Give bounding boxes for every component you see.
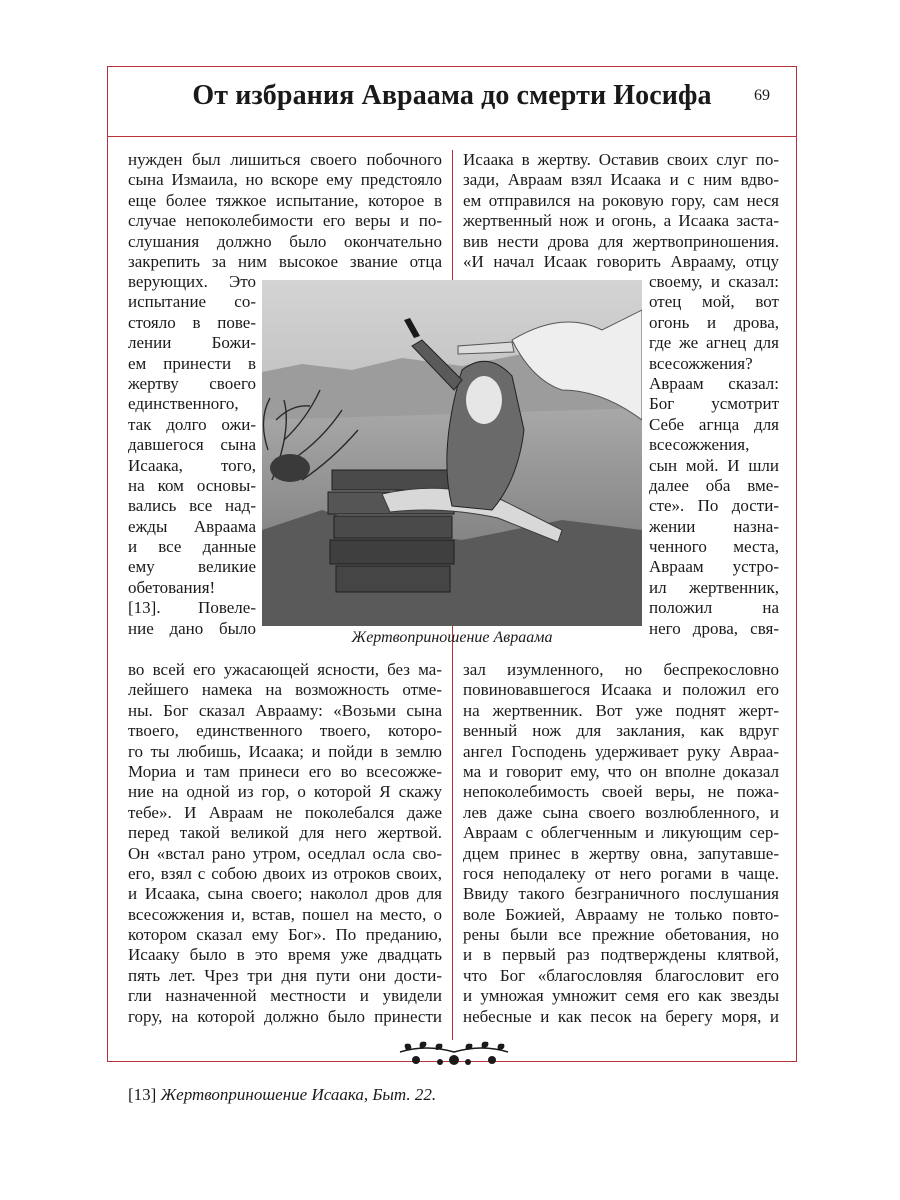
text-line: воле Божией, Аврааму не только повто- — [463, 904, 779, 924]
text-line: ангел Господень удерживает руку Авраа- — [463, 741, 779, 761]
text-line: Авраам сказал: — [649, 373, 779, 393]
text-line: его, взял с собою двоих из отроков своих, — [128, 863, 442, 883]
text-line: твоего, единственного твоего, которо- — [128, 721, 442, 741]
text-line: испытание со- — [128, 292, 256, 312]
text-line: Он «встал рано утром, оседлал осла сво- — [128, 843, 442, 863]
header-rule — [107, 136, 797, 137]
left-column-bottom — [128, 660, 442, 1027]
text-line: еще более тяжкое испытание, которое в — [128, 190, 442, 210]
text-line: и все данные — [128, 537, 256, 557]
text-line: ние на одной из гор, о которой Я скажу — [128, 782, 442, 802]
text-line: го ты любишь, Исаака; и пойди в землю — [128, 741, 442, 761]
text-line: вив нести дрова для жертвоприношения. — [463, 231, 779, 251]
text-line: стояло в пове- — [128, 312, 256, 332]
text-line: слушания должно было окончательно — [128, 231, 442, 251]
page-number: 69 — [754, 87, 770, 104]
page-title: От избрания Авраама до смерти Иосифа — [192, 80, 712, 111]
text-line: верующих. Это — [128, 272, 256, 291]
text-line: котором сказал ему Бог». По преданию, — [128, 925, 442, 945]
text-line: что Бог «благословляя благословит его — [463, 965, 779, 985]
text-line: Мориа и там принеси его во всесожже- — [128, 761, 442, 781]
text-line: тебе». И Авраам не поколебался даже — [128, 802, 442, 822]
text-line: зал изумленного, но беспрекословно — [463, 660, 779, 679]
text-line: отец мой, вот — [649, 292, 779, 312]
text-line: небесные и как песок на берегу моря, и — [463, 1006, 779, 1026]
text-line: далее оба вме- — [649, 475, 779, 495]
text-line: лейшего намека на возможность отме- — [128, 680, 442, 700]
text-line: ны. Бог сказал Аврааму: «Возьми сына — [128, 700, 442, 720]
text-line: Бог усмотрит — [649, 394, 779, 414]
text-line: давшегося сына — [128, 435, 256, 455]
text-line: перед такой великой для него жертвой. — [128, 823, 442, 843]
text-line: Авраам устро- — [649, 557, 779, 577]
text-line: дцем принес в жертву овна, запутавше- — [463, 843, 779, 863]
text-line: где же агнец для — [649, 333, 779, 353]
text-line: огонь и дрова, — [649, 312, 779, 332]
text-line: Ввиду такого безграничного послушания — [463, 884, 779, 904]
text-line: ченного места, — [649, 537, 779, 557]
text-line: него дрова, свя- — [649, 618, 779, 638]
text-line: на ком основы- — [128, 475, 256, 495]
text-line: зади, Авраам взял Исаака и с ним вдво- — [463, 170, 779, 190]
text-line: всесожжения и, встав, пошел на место, о — [128, 904, 442, 924]
text-line: ем отправился на роковую гору, сам неся — [463, 190, 779, 210]
text-line: сына Измаила, но вскоре ему предстояло — [128, 170, 442, 190]
text-line: Исааку было в это время уже двадцать — [128, 945, 442, 965]
text-line: и Исаака, сына своего; наколол дров для — [128, 884, 442, 904]
right-column-wrap — [649, 272, 779, 639]
floral-ornament — [396, 1040, 512, 1068]
text-line: всесожжения, — [649, 435, 750, 455]
text-line: нужден был лишиться своего побочного — [128, 150, 442, 169]
text-line: Авраам с облегченным и ликующим сер- — [463, 823, 779, 843]
text-line: Исаака в жертву. Оставив своих слуг по- — [463, 150, 779, 169]
text-line: Себе агнца для — [649, 414, 779, 434]
text-line: всесожжения? — [649, 353, 753, 373]
text-line: гли назначенной местности и увидели — [128, 986, 442, 1006]
text-line: [13]. Повеле- — [128, 598, 256, 618]
text-line: сте». По дости- — [649, 496, 779, 516]
text-line: закрепить за ним высокое звание отца — [128, 251, 442, 271]
text-line: жении назна- — [649, 516, 779, 536]
text-line: ние дано было — [128, 618, 256, 638]
footnote-text: Жертвоприношение Исаака, Быт. 22. — [160, 1085, 437, 1104]
text-line: жертвенный нож и огонь, а Исаака заста- — [463, 211, 779, 231]
ram — [270, 454, 310, 482]
text-line: ему великие — [128, 557, 256, 577]
text-line: ил жертвенник, — [649, 577, 779, 597]
text-line: пять лет. Чрез три дня пути они дости- — [128, 965, 442, 985]
text-line: во всей его ужасающей ясности, без ма- — [128, 660, 442, 679]
text-line: сын мой. И шли — [649, 455, 779, 475]
text-line: гору, на которой должно было принести — [128, 1006, 442, 1026]
text-line: Исаака, того, — [128, 455, 256, 475]
text-line: на жертвенник. Вот уже поднят жерт- — [463, 700, 779, 720]
text-line: ем принести в — [128, 353, 256, 373]
text-line: гося неподалеку от него рогами в чаще. — [463, 863, 779, 883]
text-line: венный нож для заклания, как вдруг — [463, 721, 779, 741]
footnote — [128, 1084, 436, 1106]
text-line: и в первый раз подтверждены клятвой, — [463, 945, 779, 965]
footnote-ref: [13] — [128, 1085, 157, 1104]
sacrifice-illustration — [262, 280, 642, 626]
right-column-bottom — [463, 660, 779, 1027]
text-line: лении Божи- — [128, 333, 256, 353]
text-line: так долго ожи- — [128, 414, 256, 434]
text-line: случае непоколебимости его веры и по- — [128, 211, 442, 231]
text-line: положил на — [649, 598, 779, 618]
text-line: своему, и сказал: — [649, 272, 779, 291]
abraham-beard — [466, 376, 502, 424]
text-line: ма и говорит ему, что он вполне доказал — [463, 761, 779, 781]
text-line: непоколебимость своей веры, не пожа- — [463, 782, 779, 802]
text-line: повиновавшегося Исаака и положил его — [463, 680, 779, 700]
text-line: лев даже сына своего возлюбленного, и — [463, 802, 779, 822]
text-line: единственного, — [128, 394, 239, 414]
figure-caption: Жертвоприношение Авраама — [351, 629, 553, 646]
text-line: вались все над- — [128, 496, 256, 516]
text-line: рены были все прежние обетования, но — [463, 925, 779, 945]
text-line: ежды Авраама — [128, 516, 256, 536]
left-column-top — [128, 150, 442, 272]
text-line: обетования! — [128, 577, 216, 597]
left-column-wrap — [128, 272, 256, 639]
text-line: «И начал Исаак говорить Аврааму, отцу — [463, 251, 779, 271]
right-column-top — [463, 150, 779, 272]
text-line: и умножая умножит семя его как звезды — [463, 986, 779, 1006]
text-line: жертву своего — [128, 373, 256, 393]
